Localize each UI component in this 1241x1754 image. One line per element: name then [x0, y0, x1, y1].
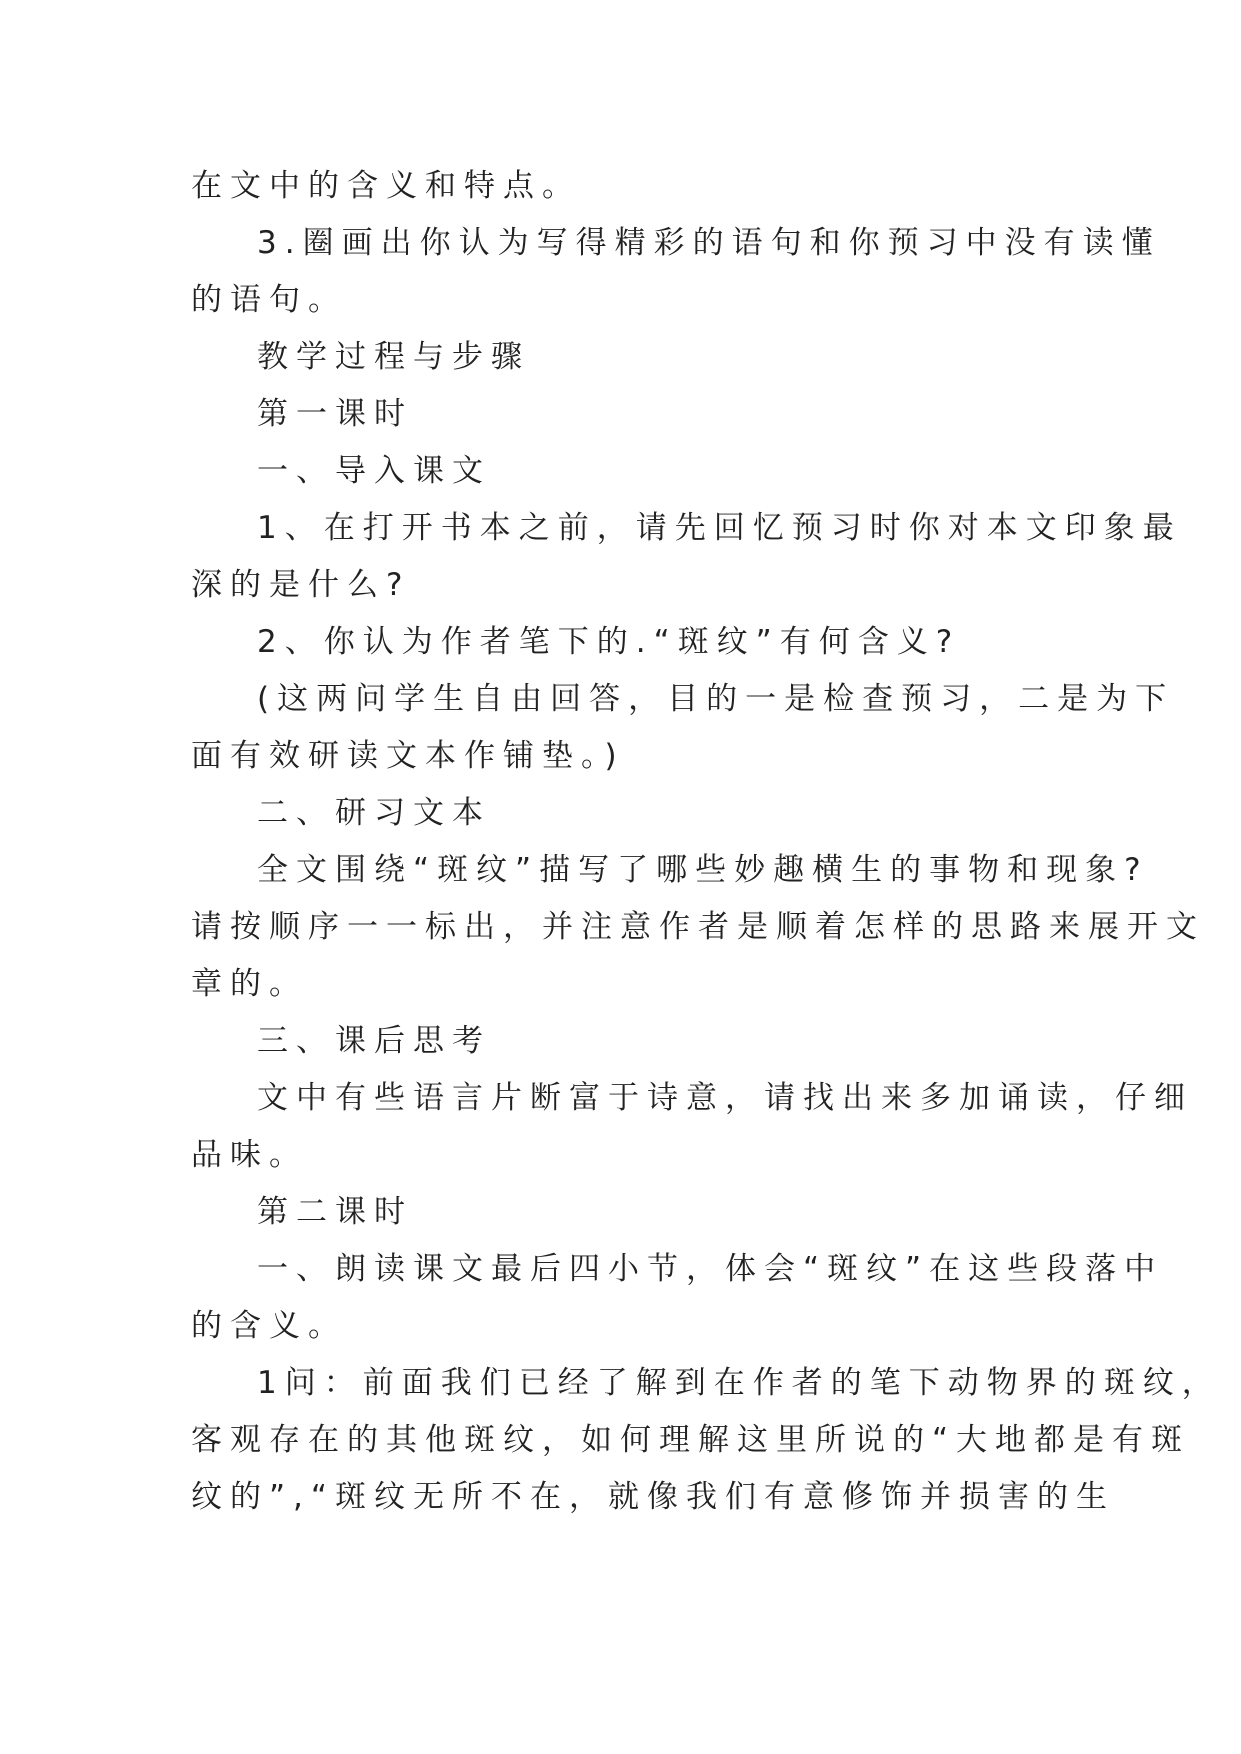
- text-line: 品味。: [191, 1137, 308, 1173]
- text-line: (这两问学生自由回答，目的一是检查预习，二是为下: [257, 681, 1175, 717]
- section-heading: 二、研习文本: [257, 795, 491, 831]
- section-heading: 一、导入课文: [257, 453, 491, 489]
- text-line: 客观存在的其他斑纹，如何理解这里所说的“大地都是有斑: [191, 1422, 1191, 1458]
- text-line: 1、在打开书本之前，请先回忆预习时你对本文印象最: [257, 510, 1182, 546]
- text-line: 的语句。: [191, 282, 347, 318]
- text-line: 一、朗读课文最后四小节，体会“斑纹”在这些段落中: [257, 1251, 1164, 1287]
- text-line: 请按顺序一一标出，并注意作者是顺着怎样的思路来展开文: [191, 909, 1205, 945]
- text-line: 1问：前面我们已经了解到在作者的笔下动物界的斑纹，: [257, 1365, 1221, 1401]
- text-line: 3.圈画出你认为写得精彩的语句和你预习中没有读懂: [257, 225, 1161, 261]
- text-line: 面有效研读文本作铺垫。): [191, 738, 625, 774]
- text-line: 章的。: [191, 966, 308, 1002]
- text-line: 深的是什么?: [191, 567, 411, 603]
- text-line: 在文中的含义和特点。: [191, 168, 581, 204]
- text-line: 2、你认为作者笔下的.“斑纹”有何含义?: [257, 624, 961, 660]
- text-line: 全文围绕“斑纹”描写了哪些妙趣横生的事物和现象?: [257, 852, 1149, 888]
- text-line: 纹的”,“斑纹无所不在，就像我们有意修饰并损害的生: [191, 1479, 1115, 1515]
- text-line: 文中有些语言片断富于诗意，请找出来多加诵读，仔细: [257, 1080, 1193, 1116]
- text-line: 的含义。: [191, 1308, 347, 1344]
- section-heading: 第一课时: [257, 396, 413, 432]
- section-heading: 教学过程与步骤: [257, 339, 530, 375]
- section-heading: 第二课时: [257, 1194, 413, 1230]
- section-heading: 三、课后思考: [257, 1023, 491, 1059]
